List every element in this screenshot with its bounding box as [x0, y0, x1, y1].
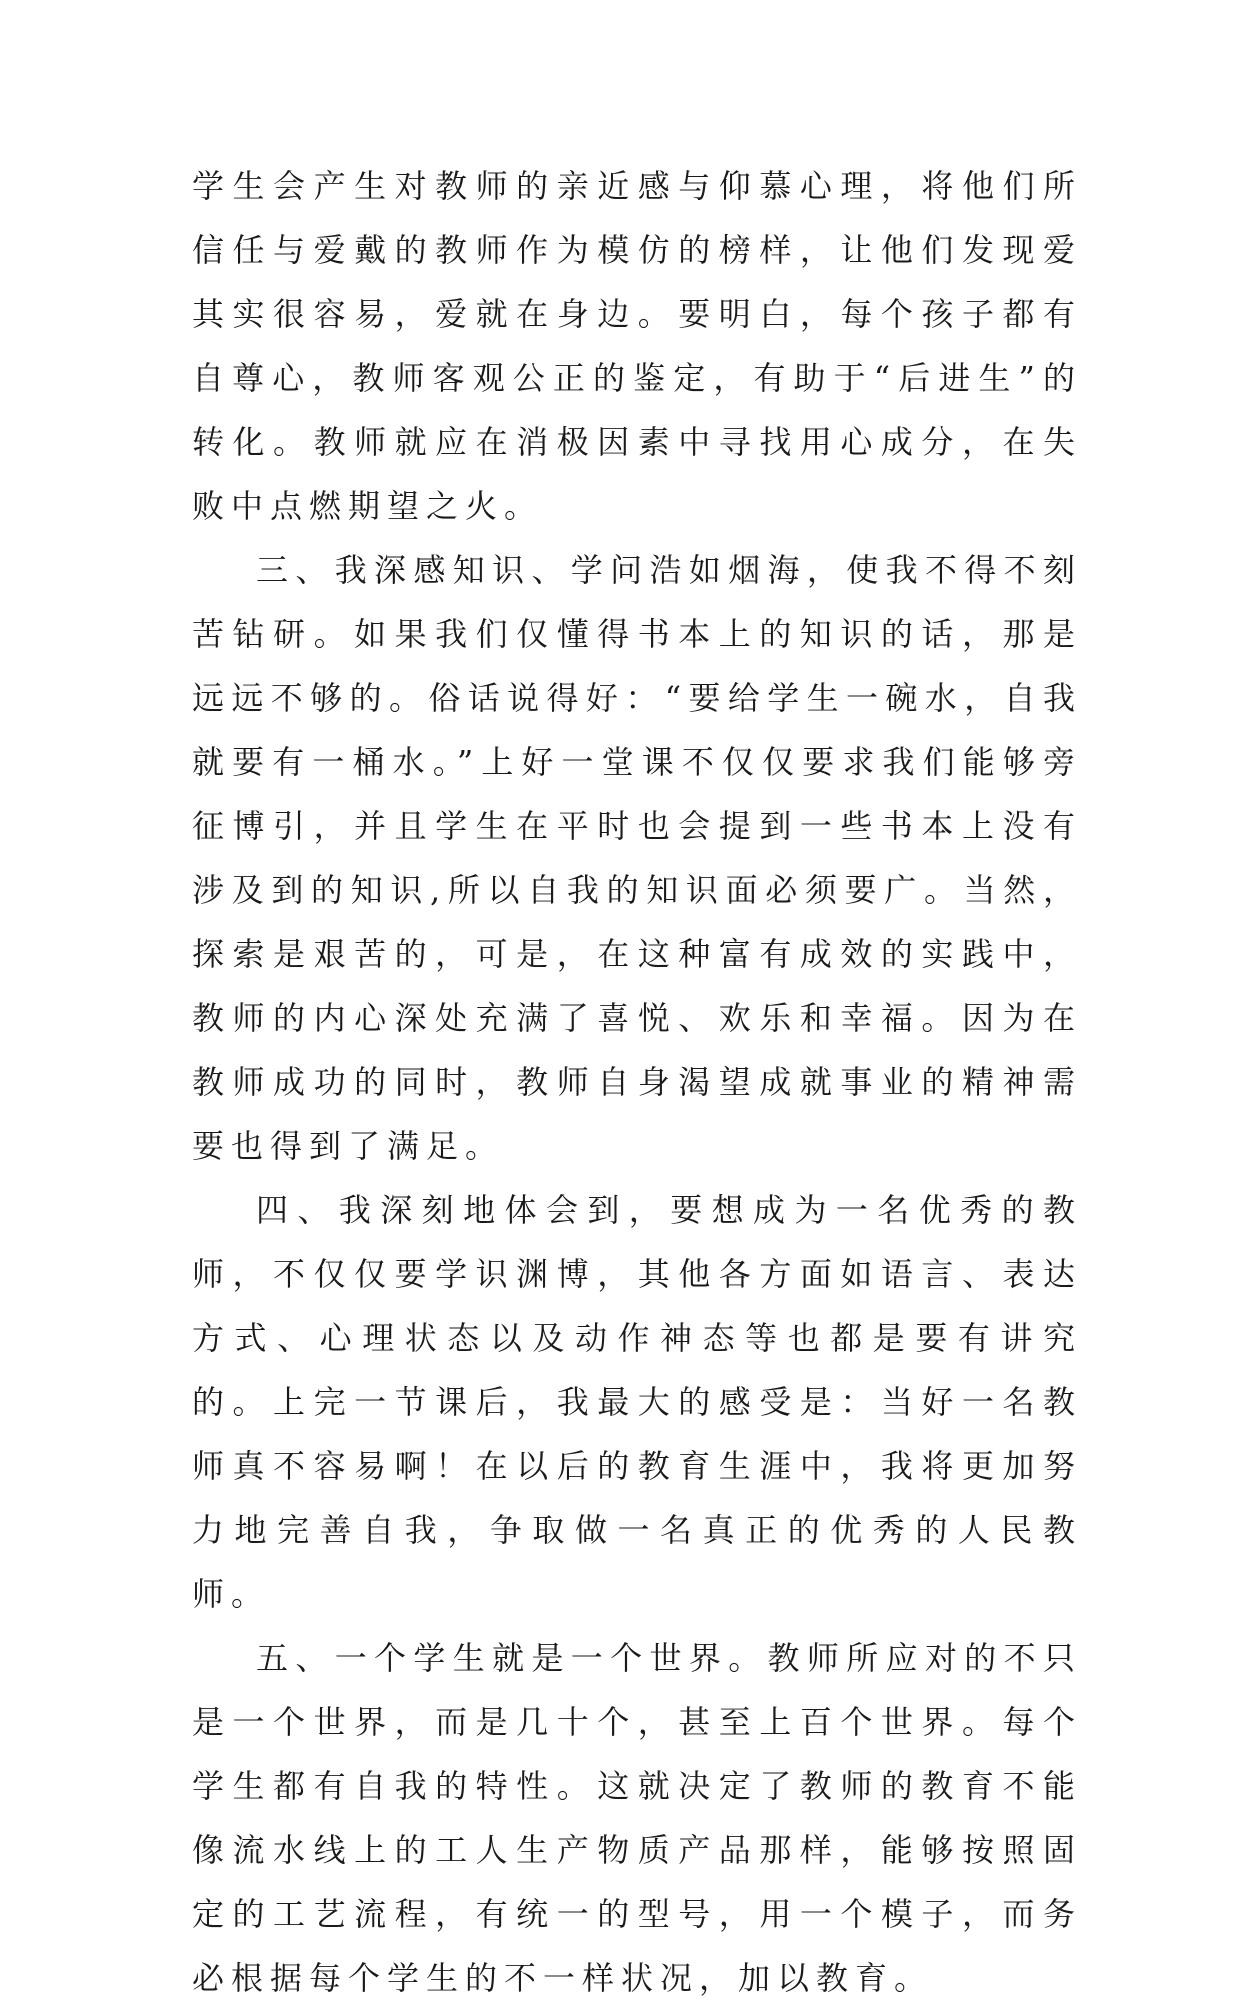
- paragraph-point-three: 三、我深感知识、学问浩如烟海，使我不得不刻苦钻研。如果我们仅懂得书本上的知识的话，那是远远不够的。俗话说得好：“要给学生一碗水，自我就要有一桶水。”上好一堂课不仅仅要求我们能够旁征博引，并且学生在平时也会提到一些书本上没有涉及到的知识,所以自我的知识面必须要广。当然，探索是艰苦的，可是，在这种富有成效的实践中，教师的内心深处充满了喜悦、欢乐和幸福。因为在教师成功的同时，教师自身渴望成就事业的精神需要也得到了满足。: [192, 551, 1082, 1165]
- paragraph-point-five: 五、一个学生就是一个世界。教师所应对的不只是一个世界，而是几十个，甚至上百个世界。每个学生都有自我的特性。这就决定了教师的教育不能像流水线上的工人生产物质产品那样，能够按照固定的工艺流程，有统一的型号，用一个模子，而务必根据每个学生的不一样状况，加以教育。: [192, 1639, 1082, 1997]
- paragraph-point-four: 四、我深刻地体会到，要想成为一名优秀的教师，不仅仅要学识渊博，其他各方面如语言、表达方式、心理状态以及动作神态等也都是要有讲究的。上完一节课后，我最大的感受是：当好一名教师真不容易啊！在以后的教育生涯中，我将更加努力地完善自我，争取做一名真正的优秀的人民教师。: [192, 1191, 1082, 1613]
- paragraph-continuation: 学生会产生对教师的亲近感与仰慕心理，将他们所信任与爱戴的教师作为模仿的榜样，让他们发现爱其实很容易，爱就在身边。要明白，每个孩子都有自尊心，教师客观公正的鉴定，有助于“后进生”的转化。教师就应在消极因素中寻找用心成分，在失败中点燃期望之火。: [192, 167, 1082, 525]
- document-body: [192, 154, 1082, 2010]
